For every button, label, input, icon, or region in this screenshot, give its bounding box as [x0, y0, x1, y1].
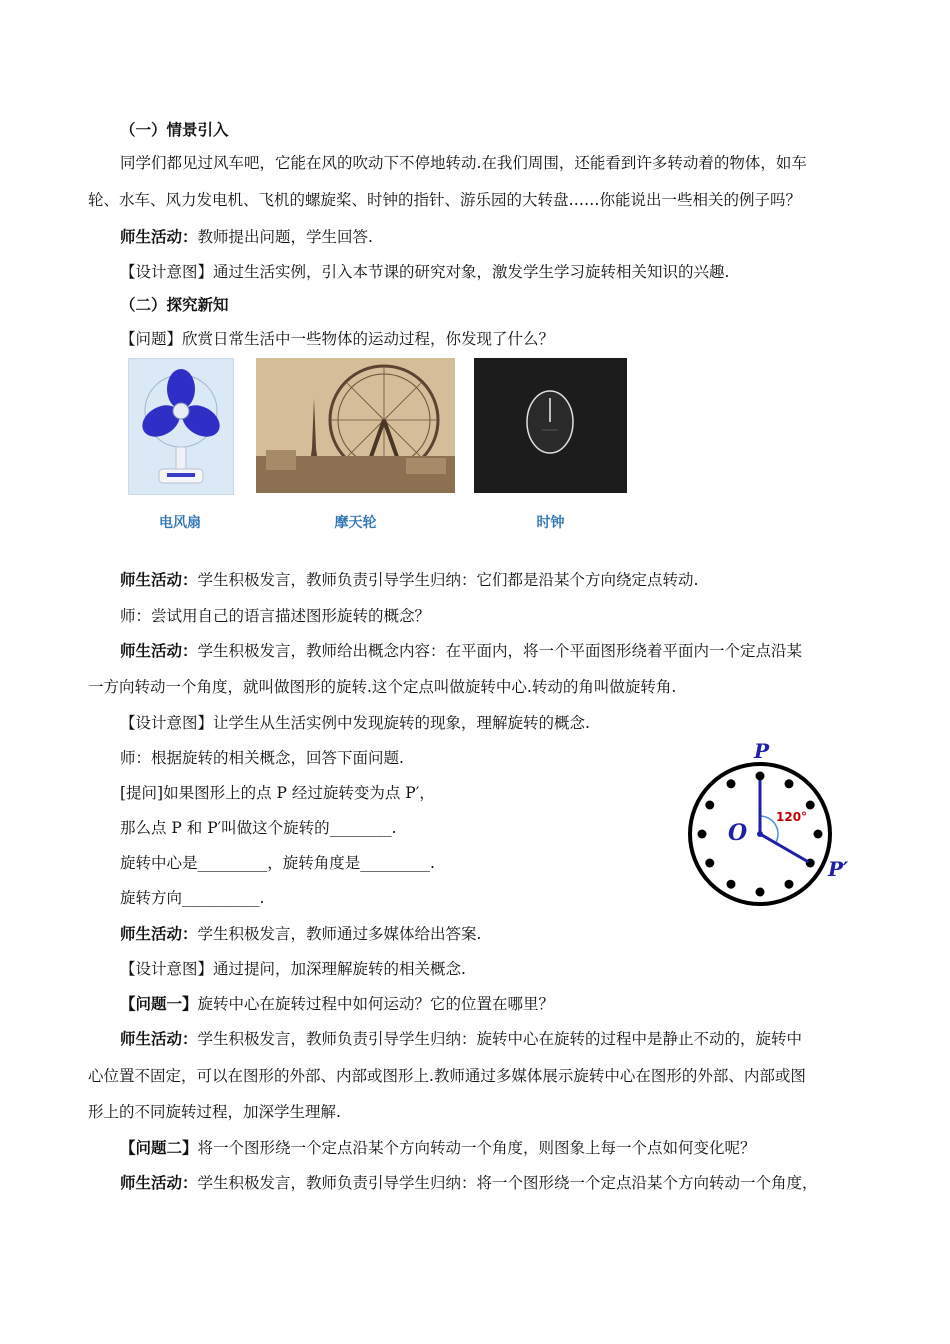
caption-clock: 时钟 [536, 515, 565, 531]
activity-label: 师生活动： [120, 642, 198, 660]
clock-hour-dot [727, 779, 736, 788]
ask-line4: 旋转方向__________. [120, 889, 265, 907]
activity-text: 教师提出问题，学生回答. [197, 228, 373, 246]
activity4-line1 [120, 1029, 802, 1049]
activity-text: 学生积极发言，教师负责引导学生归纳：将一个图形绕一个定点沿某个方向转动一个角度， [197, 1174, 818, 1192]
clock-hour-dot [756, 888, 765, 897]
activity-text: 学生积极发言，教师给出概念内容：在平面内，将一个平面图形绕着平面内一个定点沿某 [197, 642, 803, 660]
label-o: O [728, 820, 748, 846]
ask-line2: 那么点 P 和 P′叫做这个旋转的________. [120, 819, 397, 837]
ferris-wheel-image [256, 358, 455, 493]
activity5 [120, 1173, 818, 1193]
activity-label: 师生活动： [120, 1174, 198, 1192]
angle-label: 120° [776, 810, 808, 824]
question-one-text: 旋转中心在旋转过程中如何运动？它的位置在哪里？ [197, 995, 555, 1013]
clock-hour-dot [698, 830, 707, 839]
activity-label: 师生活动： [120, 925, 198, 943]
rotation-clock-figure [676, 736, 856, 908]
activity3 [120, 924, 481, 944]
center-point-o [757, 831, 763, 837]
section1-heading: （一）情景引入 [120, 121, 229, 139]
section1-activity [120, 227, 373, 247]
activity4-line3: 形上的不同旋转过程，加深学生理解. [88, 1103, 341, 1121]
clock-hour-dot [727, 880, 736, 889]
ask-line3: 旋转中心是_________，旋转角度是_________. [120, 854, 435, 872]
label-p: P [754, 739, 770, 763]
activity-label: 师生活动： [120, 571, 198, 589]
label-p-prime: P′ [828, 857, 849, 881]
section1-paragraph-line1: 同学们都见过风车吧，它能在风的吹动下不停地转动.在我们周围，还能看到许多转动着的物体，如车 [120, 154, 807, 172]
clock-hour-dot [705, 859, 714, 868]
clock-icon [474, 358, 627, 493]
caption-electric-fan: 电风扇 [159, 515, 201, 531]
teacher-prompt-1: 师：尝试用自己的语言描述图形旋转的概念？ [120, 607, 431, 625]
activity2-line1 [120, 641, 802, 661]
section2-heading: （二）探究新知 [120, 296, 229, 314]
caption-ferris-wheel: 摩天轮 [334, 515, 377, 531]
activity-label: 师生活动： [120, 228, 198, 246]
clock-hour-dot [785, 779, 794, 788]
electric-fan-icon [129, 359, 233, 494]
clock-hour-dot [756, 772, 765, 781]
intent2: 【设计意图】让学生从生活实例中发现旋转的现象，理解旋转的概念. [120, 714, 590, 732]
ask-line1: [提问]如果图形上的点 P 经过旋转变为点 P′， [120, 784, 435, 802]
activity-text: 学生积极发言，教师通过多媒体给出答案. [197, 925, 482, 943]
question-two-label: 【问题二】 [120, 1139, 198, 1157]
activity-label: 师生活动： [120, 1030, 198, 1048]
activity-text: 学生积极发言，教师负责引导学生归纳：旋转中心在旋转的过程中是静止不动的，旋转中 [197, 1030, 803, 1048]
teacher-prompt-2: 师：根据旋转的相关概念，回答下面问题. [120, 749, 404, 767]
intent3: 【设计意图】通过提问，加深理解旋转的相关概念. [120, 960, 466, 978]
clock-hour-dot [814, 830, 823, 839]
electric-fan-image [128, 358, 234, 495]
activity2-line2: 一方向转动一个角度，就叫做图形的旋转.这个定点叫做旋转中心.转动的角叫做旋转角. [88, 678, 677, 696]
activity4-line2: 心位置不固定，可以在图形的外部、内部或图形上.教师通过多媒体展示旋转中心在图形的外部、内部或图 [88, 1067, 806, 1085]
question-two-text: 将一个图形绕一个定点沿某个方向转动一个角度，则图象上每一个点如何变化呢？ [197, 1139, 756, 1157]
clock-image [474, 358, 627, 493]
section1-intent: 【设计意图】通过生活实例，引入本节课的研究对象，激发学生学习旋转相关知识的兴趣. [120, 263, 730, 281]
question-one [120, 994, 554, 1014]
question-two [120, 1138, 756, 1158]
section1-paragraph-line2: 轮、水车、风力发电机、飞机的螺旋桨、时钟的指针、游乐园的大转盘……你能说出一些相关的例子吗？ [88, 191, 802, 209]
activity1 [120, 570, 698, 590]
clock-hour-dot [705, 801, 714, 810]
clock-hour-dot [806, 801, 815, 810]
clock-hour-dot [785, 880, 794, 889]
section2-question: 【问题】欣赏日常生活中一些物体的运动过程，你发现了什么？ [120, 330, 555, 348]
question-one-label: 【问题一】 [120, 995, 198, 1013]
activity-text: 学生积极发言，教师负责引导学生归纳：它们都是沿某个方向绕定点转动. [197, 571, 699, 589]
ferris-wheel-icon [256, 358, 455, 493]
